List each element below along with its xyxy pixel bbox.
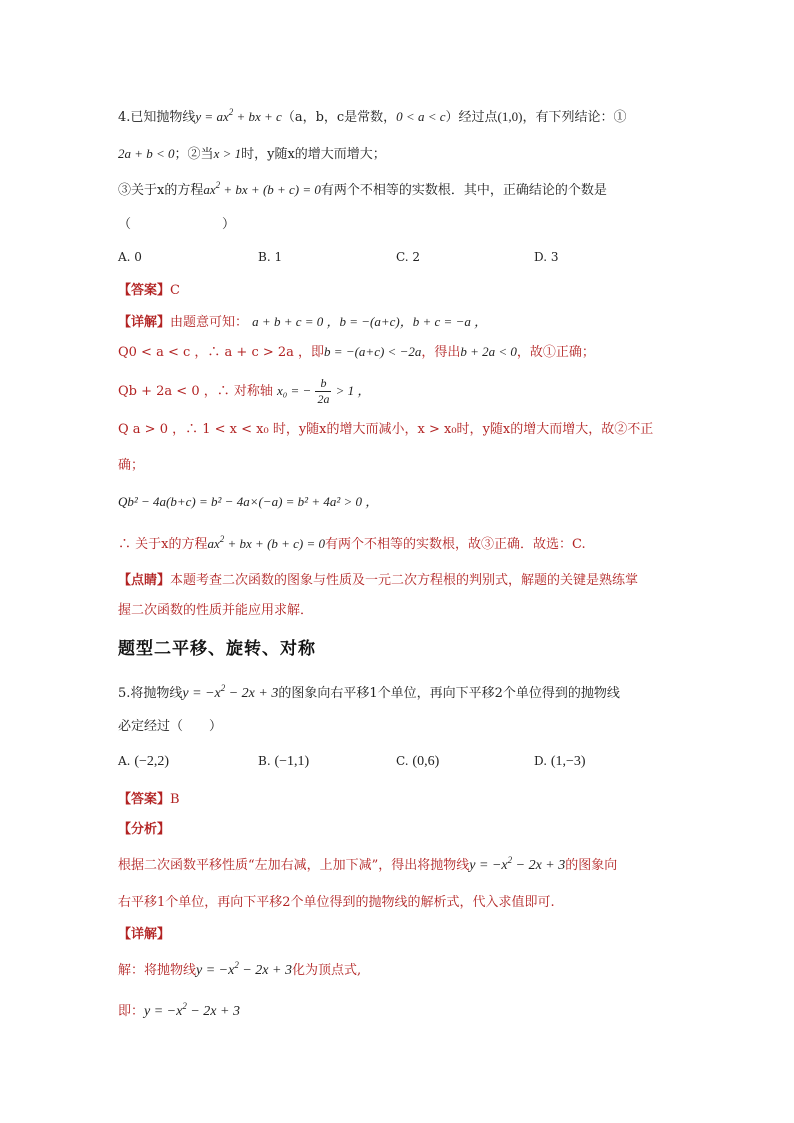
answer-value: B — [170, 792, 180, 807]
detail-eq: > 1 ， — [335, 383, 371, 398]
detail-text: Q0 < a < c ，∴ a + c > 2a ，即 — [118, 345, 325, 360]
detail-text: ，得出 — [421, 345, 461, 360]
x0-symbol: x₀ = − — [277, 383, 312, 398]
detail-tag: 【详解】 — [118, 315, 171, 330]
q5-detail-tag: 【详解】 — [118, 927, 171, 942]
q5-option-b — [258, 754, 309, 770]
q4-eq-2: $ax^2$ + bx + (b + c) = 0 — [203, 180, 321, 197]
q5-option-c — [396, 754, 439, 770]
detail-text: 由题意可知： — [170, 315, 249, 330]
solution-text: 解：将抛物线 — [118, 963, 197, 978]
q4-option-b: B. 1 — [258, 250, 283, 264]
detail-text: x > x₀时， — [417, 422, 483, 437]
detail-eq: b + 2a < 0 — [460, 344, 517, 359]
q4-point-1 — [118, 571, 638, 591]
q4-text-2: 时，y随x的增大而增大； — [241, 147, 386, 162]
detail-eq: $ax^2$ + bx + (b + c) = 0 — [207, 534, 326, 551]
point-text: 本题考查二次函数的图象与性质及一元二次方程根的判别式，解题的关键是熟练掌 — [170, 573, 639, 588]
fraction-den: 2a — [317, 392, 330, 406]
analysis-text: 根据二次函数平移性质“左加右减，上加下减”，得出将抛物线 — [118, 858, 470, 873]
q5-analysis-1 — [118, 856, 617, 876]
q5-analysis-2: 右平移1个单位，再向下平移2个单位得到的抛物线的解析式，代入求值即可. — [118, 895, 555, 910]
q4-detail-4 — [118, 420, 653, 440]
q4-option-c: C. 2 — [396, 250, 421, 264]
q4-point-2: 握二次函数的性质并能应用求解． — [118, 603, 314, 618]
q5-equation: $y = -x^2 - 2x + 3$ — [182, 683, 279, 701]
q4-equation: $y = ax^2$ + bx + c — [195, 107, 282, 124]
option-point: (0,6) — [412, 754, 440, 769]
option-letter: D. — [534, 754, 548, 768]
q5-option-a — [118, 754, 169, 770]
option-letter: A. — [118, 754, 131, 768]
q5-text-2: 的图象向右平移1个单位，再向下平移2个单位得到的抛物线 — [278, 686, 620, 701]
section-heading: 题型二平移、旋转、对称 — [118, 639, 316, 659]
q5-solution-1 — [118, 961, 361, 981]
q4-paren: （ ） — [118, 217, 236, 232]
fraction — [315, 376, 331, 407]
q5-line-1 — [118, 684, 620, 704]
q4-detail-1 — [118, 312, 487, 333]
point-tag: 【点睛】 — [118, 573, 171, 588]
answer-tag: 【答案】 — [118, 283, 171, 298]
q4-prefix: 4.已知抛物线 — [118, 110, 196, 125]
solution-eq: $y = -x^2 - 2x + 3$ — [144, 1001, 240, 1019]
answer-tag: 【答案】 — [118, 792, 171, 807]
detail-text: y随x的增大而减小， — [298, 422, 418, 437]
solution-text: 化为顶点式, — [291, 963, 362, 978]
analysis-text: 的图象向 — [565, 858, 618, 873]
solution-eq: $y = -x^2 - 2x + 3$ — [196, 960, 292, 978]
analysis-eq: $y = -x^2 - 2x + 3$ — [469, 855, 566, 873]
detail-text: ，故①正确； — [516, 345, 595, 360]
detail-text: y随x的增大而增大，故②不正 — [482, 422, 654, 437]
q4-mid: （a，b，c是常数， — [281, 110, 397, 125]
fraction-num: b — [315, 376, 331, 392]
q5-analysis-tag: 【分析】 — [118, 822, 171, 837]
option-point: (−2,2) — [134, 754, 170, 769]
q4-mid2: ）经过点 — [445, 110, 498, 125]
q4-option-a: A. 0 — [118, 250, 142, 264]
detail-eq: b = −(a+c) < −2a — [324, 344, 422, 359]
solution-text: 即： — [118, 1004, 145, 1019]
q4-point: (1,0) — [497, 109, 523, 124]
option-point: (−1,1) — [274, 754, 310, 769]
q4-suffix: ，有下列结论：① — [522, 110, 627, 125]
q5-option-d — [534, 754, 586, 770]
answer-value: C — [170, 283, 180, 298]
q4-line-1 — [118, 107, 626, 128]
q4-text-4: 有两个不相等的实数根．其中，正确结论的个数是 — [320, 183, 607, 198]
q4-answer — [118, 281, 180, 301]
q4-ineq: 2a + b < 0 — [118, 146, 175, 161]
q4-detail-3 — [118, 376, 370, 407]
q4-condition: 0 < a < c — [396, 109, 446, 124]
q4-option-d: D. 3 — [534, 250, 559, 264]
detail-eq: a + b + c = 0 ，b = −(a+c)，b + c = −a ， — [252, 314, 488, 329]
q4-detail-6 — [118, 492, 378, 513]
detail-text: Q a > 0 ，∴ 1 < x < x₀ 时， — [118, 422, 299, 437]
q4-line-2 — [118, 144, 386, 165]
q4-detail-2 — [118, 342, 595, 363]
q4-detail-7 — [118, 534, 586, 555]
option-point: (1,−3) — [550, 754, 586, 769]
q4-line-3 — [118, 180, 607, 201]
q4-text-3: ③关于x的方程 — [118, 183, 204, 198]
q5-answer — [118, 790, 180, 810]
q5-text: 5.将抛物线 — [118, 686, 183, 701]
detail-text: 有两个不相等的实数根，故③正确．故选：C. — [325, 537, 586, 552]
discriminant-eq: Qb² − 4a(b+c) = b² − 4a×(−a) = b² + 4a² > 0 ， — [118, 494, 379, 509]
detail-text: ∴ 关于x的方程 — [118, 537, 208, 552]
option-letter: B. — [258, 754, 271, 768]
q5-solution-2 — [118, 1002, 240, 1022]
q5-line-2: 必定经过（ ） — [118, 719, 223, 734]
q4-x-cond: x > 1 — [213, 146, 242, 161]
q4-text: ；②当 — [174, 147, 214, 162]
option-letter: C. — [396, 754, 409, 768]
q4-detail-5: 确； — [118, 458, 145, 473]
detail-text: Qb + 2a < 0 ，∴ 对称轴 — [118, 384, 273, 399]
